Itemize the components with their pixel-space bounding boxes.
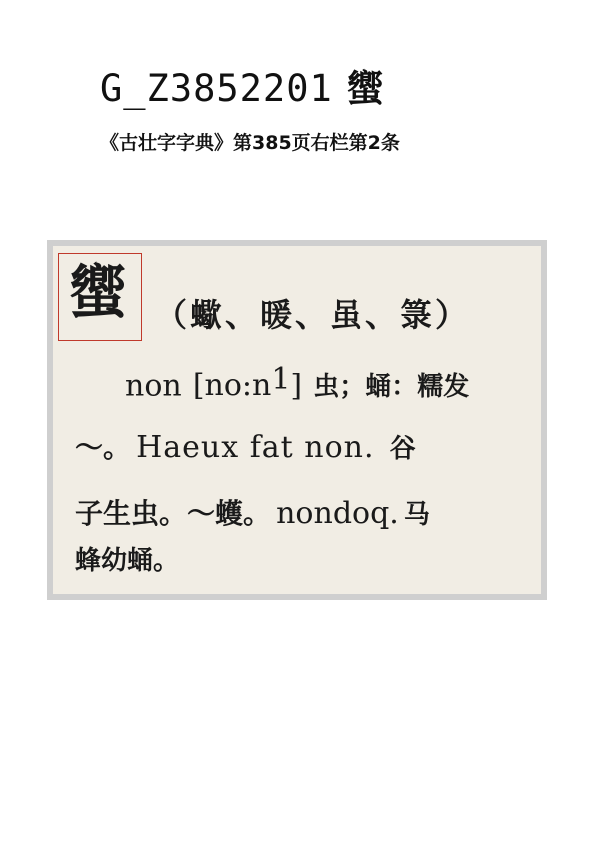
character-code-title <box>100 58 385 112</box>
entry-line-3 <box>75 492 430 532</box>
gloss-line-1: 虫；蛹：糯发 <box>313 372 470 403</box>
entry-line-1 <box>125 362 469 403</box>
example-word: nondoq. <box>276 496 399 531</box>
dictionary-scan <box>47 240 547 600</box>
entry-line-2 <box>75 426 416 466</box>
gloss-line-2: 谷 <box>389 434 416 464</box>
variant-characters: （蠍、暖、虽、箓） <box>155 296 471 334</box>
gloss-line-4: 蜂幼蛹。 <box>75 546 180 576</box>
tilde-mark: ～。 <box>75 431 132 464</box>
character-glyph: 蠁 <box>346 67 385 110</box>
headword: 蠁 <box>69 258 128 326</box>
ipa-tone: 1 <box>271 362 291 397</box>
gloss-line-3: 子生虫。～蠖。 <box>75 497 272 530</box>
ipa-open: [no:n <box>192 368 272 404</box>
example-sentence: Haeux fat non. <box>136 430 375 465</box>
romanization: non <box>125 368 182 404</box>
character-code: G_Z3852201 <box>100 67 333 110</box>
source-reference: 《古壮字字典》第385页右栏第2条 <box>100 132 400 154</box>
entry-line-4 <box>75 540 179 577</box>
ipa-close: ] <box>290 368 303 404</box>
gloss-line-3-end: 马 <box>403 500 430 530</box>
